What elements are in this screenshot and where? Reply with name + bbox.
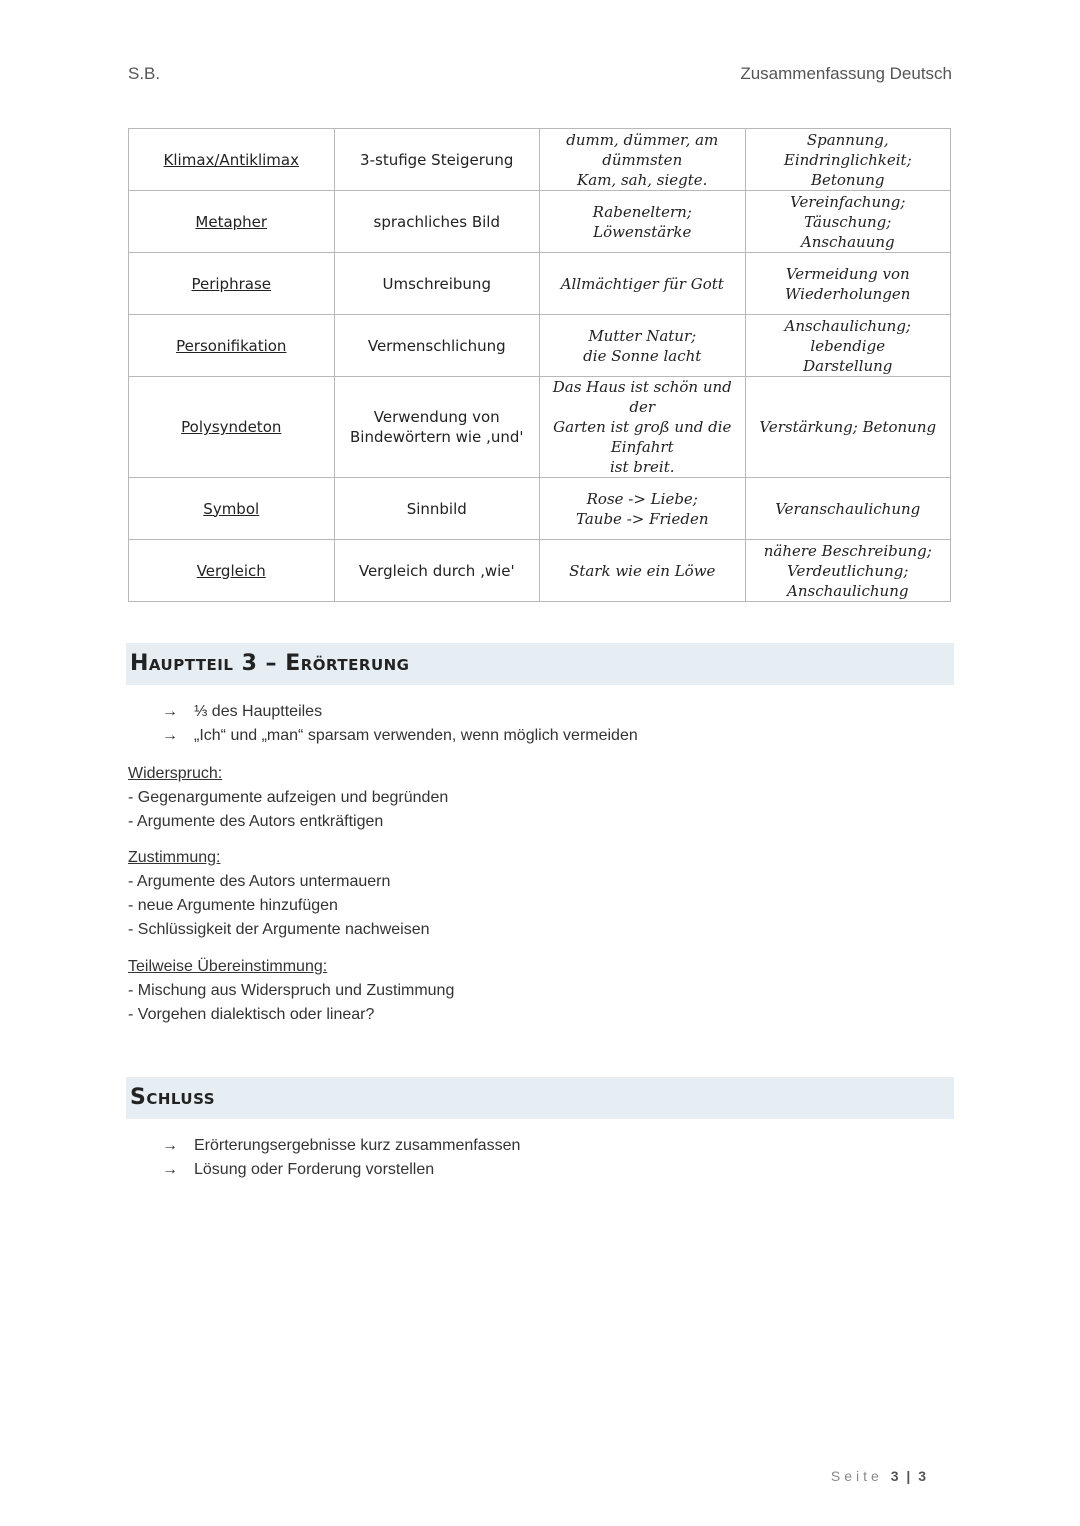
bullet-text: ⅓ des Hauptteiles bbox=[194, 703, 323, 720]
term-cell: Symbol bbox=[129, 478, 335, 540]
example-cell bbox=[540, 478, 746, 540]
effect-cell-line: Verstärkung; Betonung bbox=[759, 418, 937, 436]
example-cell-line: Mutter Natur; bbox=[588, 326, 697, 345]
page-number: 3 | 3 bbox=[890, 1468, 928, 1484]
effect-cell-line: Darstellung bbox=[803, 356, 893, 375]
example-cell-line: Garten ist groß und die Einfahrt bbox=[553, 418, 732, 456]
example-cell-line: Stark wie ein Löwe bbox=[569, 561, 716, 580]
group-item: - Vorgehen dialektisch oder linear? bbox=[128, 1006, 375, 1023]
effect-cell-line: Betonung bbox=[810, 170, 885, 189]
example-cell bbox=[540, 129, 746, 191]
effect-cell-line: Vereinfachung; Täuschung; bbox=[790, 192, 906, 231]
stylistic-devices-table bbox=[128, 128, 951, 602]
hauptteil-3-bullet-list bbox=[162, 700, 638, 748]
example-cell-line: ist breit. bbox=[609, 458, 675, 476]
bullet-item bbox=[162, 724, 638, 748]
effect-cell-line: Veranschaulichung bbox=[775, 499, 921, 518]
example-cell bbox=[540, 253, 746, 315]
arrow-icon: → bbox=[162, 1137, 178, 1154]
term-cell: Polysyndeton bbox=[129, 377, 335, 478]
bullet-item bbox=[162, 700, 638, 724]
example-cell-line: Kam, sah, siegte. bbox=[577, 170, 708, 189]
page-footer bbox=[831, 1468, 928, 1484]
section-heading-schluss: Schluss bbox=[130, 1085, 216, 1110]
definition-cell: Verwendung von Bindewörtern wie ‚und' bbox=[334, 377, 540, 478]
table-row bbox=[129, 315, 951, 377]
effect-cell bbox=[745, 253, 951, 315]
term-cell: Vergleich bbox=[129, 540, 335, 602]
definition-cell: Sinnbild bbox=[334, 478, 540, 540]
definition-cell: 3-stufige Steigerung bbox=[334, 129, 540, 191]
group-teilweise-uebereinstimmung bbox=[128, 955, 454, 1027]
example-cell-line: Taube -> Frieden bbox=[576, 509, 709, 528]
effect-cell-line: Anschauung bbox=[800, 232, 895, 251]
definition-cell: sprachliches Bild bbox=[334, 191, 540, 253]
effect-cell-line: nähere Beschreibung; bbox=[763, 541, 932, 560]
example-cell-line: Allmächtiger für Gott bbox=[560, 274, 724, 293]
group-item: - Argumente des Autors untermauern bbox=[128, 873, 391, 890]
bullet-text: „Ich“ und „man“ sparsam verwenden, wenn möglich vermeiden bbox=[194, 727, 638, 744]
example-cell-line: Rabeneltern; Löwenstärke bbox=[592, 202, 692, 241]
table-row bbox=[129, 191, 951, 253]
example-cell bbox=[540, 315, 746, 377]
effect-cell-line: Verdeutlichung; Anschaulichung bbox=[787, 561, 909, 600]
bullet-text: Erörterungsergebnisse kurz zusammenfassen bbox=[194, 1137, 521, 1154]
effect-cell-line: Spannung, Eindringlichkeit; bbox=[783, 130, 912, 169]
table-row bbox=[129, 377, 951, 478]
effect-cell-line: Vermeidung von Wiederholungen bbox=[785, 264, 911, 303]
bullet-item bbox=[162, 1158, 520, 1182]
example-cell-line: Rose -> Liebe; bbox=[586, 489, 698, 508]
group-item: - Schlüssigkeit der Argumente nachweisen bbox=[128, 921, 430, 938]
term-cell: Periphrase bbox=[129, 253, 335, 315]
example-cell-line: die Sonne lacht bbox=[583, 346, 702, 365]
definition-cell: Vermenschlichung bbox=[334, 315, 540, 377]
arrow-icon: → bbox=[162, 1161, 178, 1178]
group-widerspruch bbox=[128, 762, 448, 834]
group-heading: Zustimmung: bbox=[128, 849, 221, 866]
schluss-bullet-list bbox=[162, 1134, 520, 1182]
group-item: - neue Argumente hinzufügen bbox=[128, 897, 338, 914]
header-initials: S.B. bbox=[128, 64, 161, 83]
section-heading-hauptteil-3: Hauptteil 3 – Erörterung bbox=[130, 651, 410, 676]
footer-label: Seite bbox=[830, 1468, 883, 1484]
term-cell: Metapher bbox=[129, 191, 335, 253]
group-item: - Mischung aus Widerspruch und Zustimmung bbox=[128, 982, 455, 999]
group-heading: Teilweise Übereinstimmung: bbox=[128, 958, 328, 975]
section-band-hauptteil-3 bbox=[126, 643, 954, 685]
table-row bbox=[129, 478, 951, 540]
table-row bbox=[129, 129, 951, 191]
section-band-schluss bbox=[126, 1077, 954, 1119]
example-cell-line: dumm, dümmer, am dümmsten bbox=[566, 130, 719, 169]
bullet-text: Lösung oder Forderung vorstellen bbox=[194, 1161, 435, 1178]
effect-cell bbox=[745, 540, 951, 602]
table-row bbox=[129, 253, 951, 315]
example-cell bbox=[540, 377, 746, 478]
group-item: - Gegenargumente aufzeigen und begründen bbox=[128, 789, 449, 806]
effect-cell-line: Anschaulichung; lebendige bbox=[784, 316, 911, 355]
arrow-icon: → bbox=[162, 727, 178, 744]
effect-cell bbox=[745, 478, 951, 540]
definition-cell: Vergleich durch ‚wie' bbox=[334, 540, 540, 602]
group-item: - Argumente des Autors entkräftigen bbox=[128, 813, 384, 830]
term-cell: Personifikation bbox=[129, 315, 335, 377]
example-cell bbox=[540, 540, 746, 602]
effect-cell bbox=[745, 315, 951, 377]
table-row bbox=[129, 540, 951, 602]
term-cell: Klimax/Antiklimax bbox=[129, 129, 335, 191]
example-cell bbox=[540, 191, 746, 253]
effect-cell bbox=[745, 129, 951, 191]
effect-cell bbox=[745, 377, 951, 478]
arrow-icon: → bbox=[162, 703, 178, 720]
definition-cell: Umschreibung bbox=[334, 253, 540, 315]
effect-cell bbox=[745, 191, 951, 253]
bullet-item bbox=[162, 1134, 520, 1158]
header-document-title: Zusammenfassung Deutsch bbox=[740, 64, 952, 83]
group-zustimmung bbox=[128, 846, 430, 942]
example-cell-line: Das Haus ist schön und der bbox=[552, 378, 732, 416]
group-heading: Widerspruch: bbox=[128, 765, 223, 782]
